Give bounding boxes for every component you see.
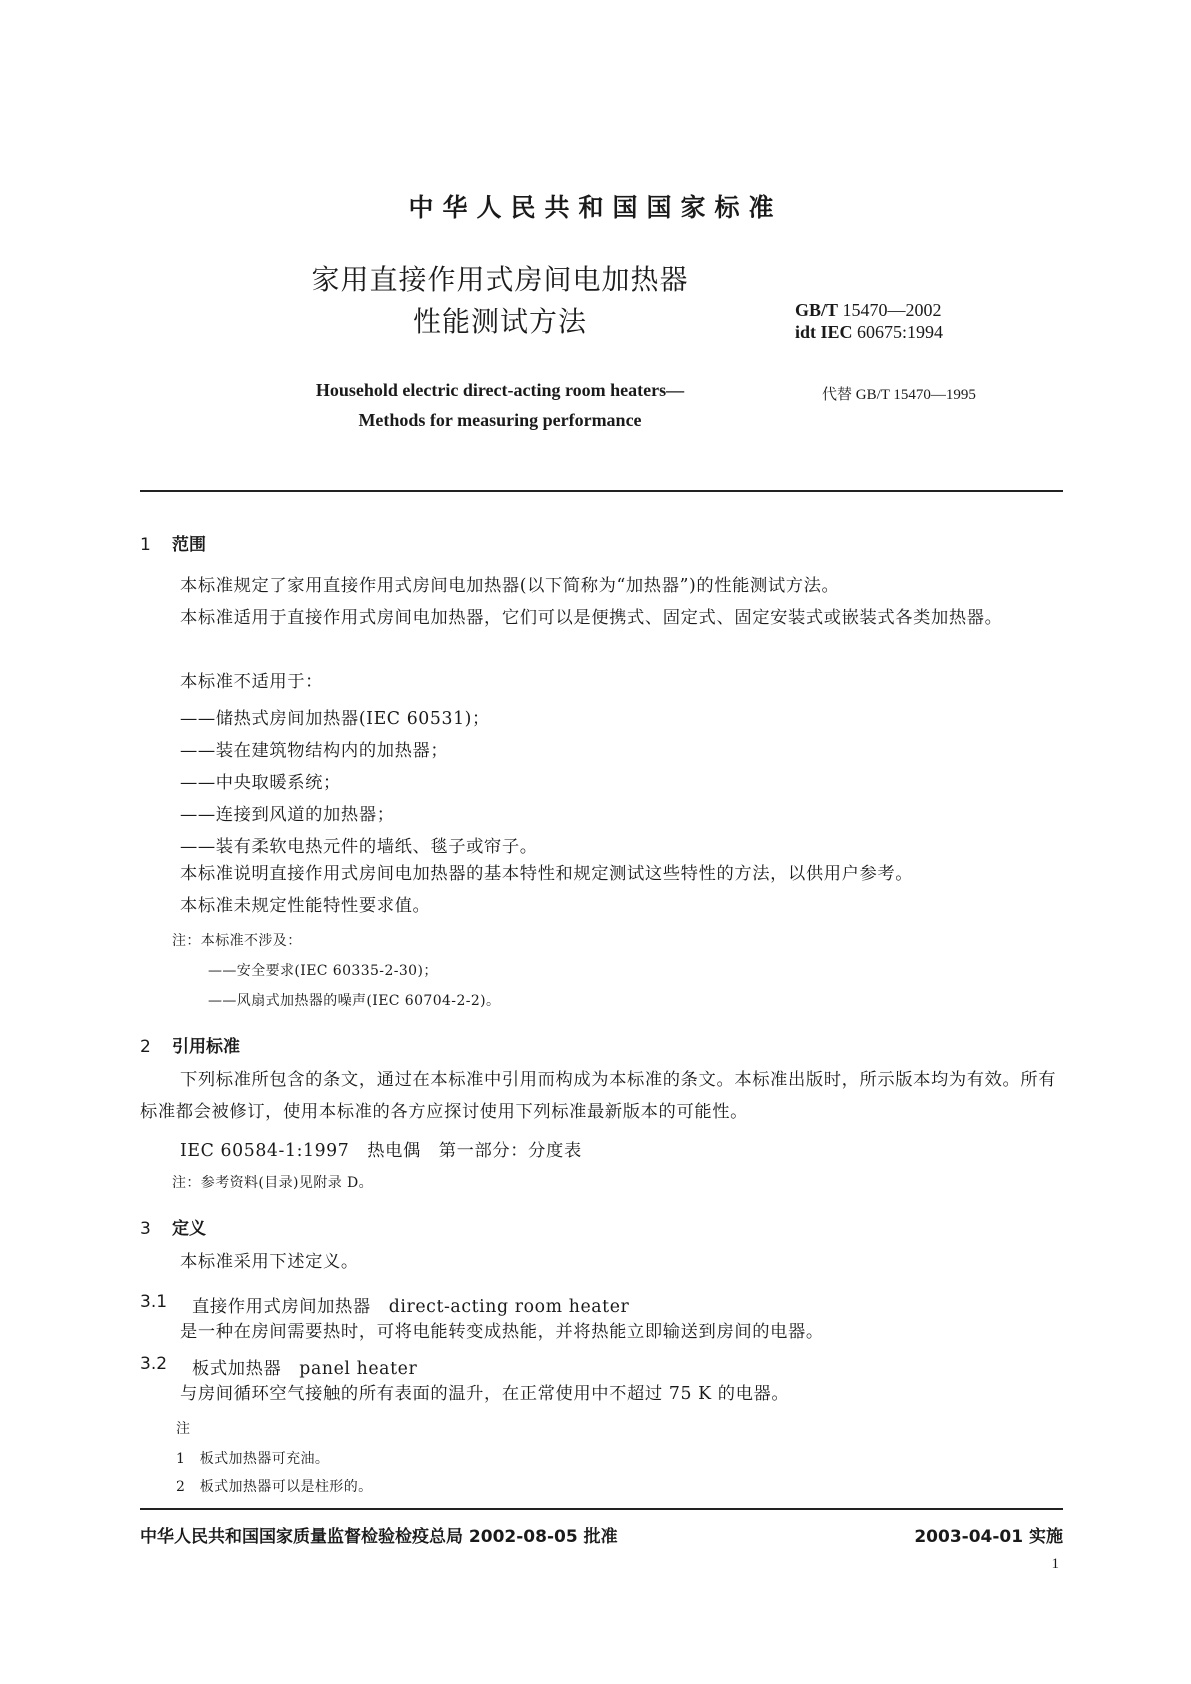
section-number: 3 [140,1219,151,1239]
header-divider [140,490,1063,492]
section-number: 2 [140,1037,151,1057]
s1-paragraph-1: 本标准规定了家用直接作用式房间电加热器(以下简称为“加热器”)的性能测试方法。 [180,576,840,596]
title-en-line1: Household electric direct-acting room heaters— [315,380,685,400]
definition-3-2-term: 板式加热器 panel heater [192,1359,418,1379]
section-2-heading [140,1032,240,1057]
s1-exclusion-item: ——连接到风道的加热器； [180,805,395,825]
section-3-heading [140,1214,206,1239]
s1-exclusion-item: ——储热式房间加热器(IEC 60531)； [180,709,490,729]
footer-divider [140,1508,1063,1510]
definition-3-1-term: 直接作用式房间加热器 direct-acting room heater [192,1297,630,1317]
title-cn-line1: 家用直接作用式房间电加热器 [311,263,689,296]
s2-paragraph-1: 下列标准所包含的条文，通过在本标准中引用而构成为本标准的条文。本标准出版时，所示版本均为有效。所有标准都会被修订，使用本标准的各方应探讨使用下列标准最新版本的可能性。 [140,1070,1057,1122]
s3-paragraph-1: 本标准采用下述定义。 [180,1252,359,1272]
standard-code-prefix: GB/T [795,300,839,320]
standard-code-number: 15470—2002 [842,300,942,320]
definition-3-2-text: 与房间循环空气接触的所有表面的温升，在正常使用中不超过 75 K 的电器。 [180,1384,790,1404]
s1-paragraph-4: 本标准说明直接作用式房间电加热器的基本特性和规定测试这些特性的方法，以供用户参考。 [180,864,914,884]
title-cn-line2: 性能测试方法 [412,305,587,338]
section-1-heading [140,530,206,555]
implementation-date: 2003-04-01 实施 [914,1527,1063,1547]
s1-note-item: ——风扇式加热器的噪声(IEC 60704-2-2)。 [208,993,501,1009]
section-title: 范围 [172,535,206,555]
idt-code [795,322,943,343]
s3-note-item: 1 板式加热器可充油。 [176,1451,330,1467]
s1-paragraph-5: 本标准未规定性能特性要求值。 [180,896,431,916]
national-standard-heading: 中华人民共和国国家标准 [408,193,783,222]
page-number: 1 [1051,1556,1059,1572]
s1-note-item: ——安全要求(IEC 60335-2-30)； [208,963,438,979]
s1-paragraph-3: 本标准不适用于： [180,672,324,692]
title-en-line2: Methods for measuring performance [358,410,642,430]
section-title: 引用标准 [172,1037,240,1057]
standard-code [795,300,942,321]
idt-code-number: 60675:1994 [857,322,944,342]
definition-3-1-text: 是一种在房间需要热时，可将电能转变成热能，并将热能立即输送到房间的电器。 [180,1322,824,1342]
s1-exclusion-item: ——装有柔软电热元件的墙纸、毯子或帘子。 [180,837,538,857]
section-title: 定义 [172,1219,206,1239]
definition-3-1-number: 3.1 [140,1292,168,1312]
s1-note-title: 注：本标准不涉及： [172,933,302,949]
s2-note: 注：参考资料(目录)见附录 D。 [172,1175,373,1191]
s1-exclusion-item: ——装在建筑物结构内的加热器； [180,741,449,761]
s1-paragraph-2: 本标准适用于直接作用式房间电加热器，它们可以是便携式、固定式、固定安装式或嵌装式各类加热器。 [180,608,1003,628]
definition-3-2-number: 3.2 [140,1354,168,1374]
s1-exclusion-item: ——中央取暖系统； [180,773,341,793]
idt-code-prefix: idt IEC [795,322,853,342]
approval-statement: 中华人民共和国国家质量监督检验检疫总局 2002-08-05 批准 [140,1527,618,1547]
s3-note-item: 2 板式加热器可以是柱形的。 [176,1479,373,1495]
section-number: 1 [140,535,151,555]
replaces-standard: 代替 GB/T 15470—1995 [822,387,976,403]
s2-reference: IEC 60584-1:1997 热电偶 第一部分：分度表 [180,1141,582,1161]
s3-note-label: 注 [176,1421,191,1437]
